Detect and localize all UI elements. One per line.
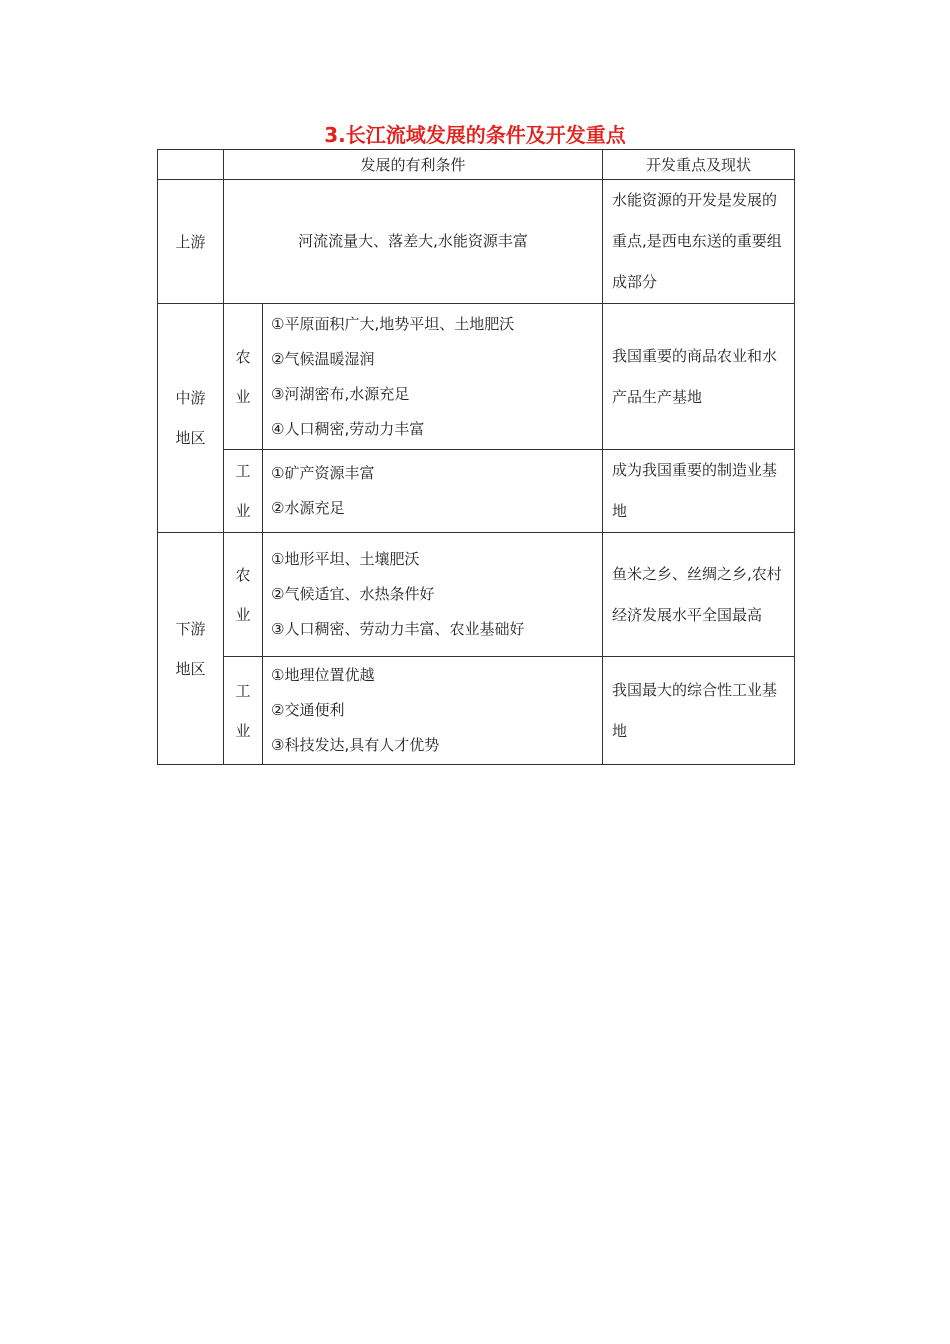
region-middle-line-2: 地区 xyxy=(175,429,206,447)
region-lower-line-2: 地区 xyxy=(175,659,206,678)
table-row-middle-industry xyxy=(158,450,795,533)
sector-line-2: 业 xyxy=(235,605,251,624)
list-item: ②水源充足 xyxy=(271,499,345,517)
sector-lower-industry xyxy=(224,657,263,765)
focus-middle-industry: 成为我国重要的制造业基地 xyxy=(603,450,795,533)
table-header-row xyxy=(158,150,795,180)
conditions-middle-industry xyxy=(263,450,603,533)
sector-line-2: 业 xyxy=(235,502,251,520)
sector-line-2: 业 xyxy=(235,387,251,406)
table-row-lower-industry xyxy=(158,657,795,765)
sector-line-1: 农 xyxy=(235,565,251,584)
development-table xyxy=(157,149,795,765)
conditions-upper: 河流流量大、落差大,水能资源丰富 xyxy=(224,180,603,304)
focus-lower-industry: 我国最大的综合性工业基地 xyxy=(603,657,795,765)
region-lower xyxy=(158,533,224,765)
list-item: ①平原面积广大,地势平坦、土地肥沃 xyxy=(271,314,515,333)
list-item: ②气候温暖湿润 xyxy=(271,349,375,368)
list-item: ①地理位置优越 xyxy=(271,666,375,684)
header-focus: 开发重点及现状 xyxy=(603,150,795,180)
sector-middle-agriculture xyxy=(224,304,263,450)
table-row-upper xyxy=(158,180,795,304)
region-upper: 上游 xyxy=(158,180,224,304)
table-row-lower-agriculture xyxy=(158,533,795,657)
sector-line-1: 农 xyxy=(235,347,251,366)
region-middle xyxy=(158,304,224,533)
header-conditions: 发展的有利条件 xyxy=(224,150,603,180)
conditions-lower-agriculture xyxy=(263,533,603,657)
conditions-middle-agriculture xyxy=(263,304,603,450)
focus-lower-agriculture: 鱼米之乡、丝绸之乡,农村经济发展水平全国最高 xyxy=(603,533,795,657)
focus-upper: 水能资源的开发是发展的重点,是西电东送的重要组成部分 xyxy=(603,180,795,304)
list-item: ④人口稠密,劳动力丰富 xyxy=(271,419,425,438)
sector-lower-agriculture xyxy=(224,533,263,657)
list-item: ①矿产资源丰富 xyxy=(271,464,375,482)
list-item: ③人口稠密、劳动力丰富、农业基础好 xyxy=(271,620,525,638)
list-item: ③河湖密布,水源充足 xyxy=(271,384,410,403)
header-blank-cell xyxy=(158,150,224,180)
page-title: 3.长江流域发展的条件及开发重点 xyxy=(324,123,626,147)
list-item: ③科技发达,具有人才优势 xyxy=(271,736,440,754)
sector-middle-industry xyxy=(224,450,263,533)
list-item: ②交通便利 xyxy=(271,701,345,719)
list-item: ②气候适宜、水热条件好 xyxy=(271,585,435,603)
table-row-middle-agriculture xyxy=(158,304,795,450)
list-item: ①地形平坦、土壤肥沃 xyxy=(271,550,420,568)
sector-line-2: 业 xyxy=(235,721,251,740)
conditions-lower-industry xyxy=(263,657,603,765)
region-middle-line-1: 中游 xyxy=(175,389,206,407)
focus-middle-agriculture: 我国重要的商品农业和水产品生产基地 xyxy=(603,304,795,450)
region-lower-line-1: 下游 xyxy=(175,619,206,638)
sector-line-1: 工 xyxy=(235,681,251,700)
sector-line-1: 工 xyxy=(235,462,251,480)
